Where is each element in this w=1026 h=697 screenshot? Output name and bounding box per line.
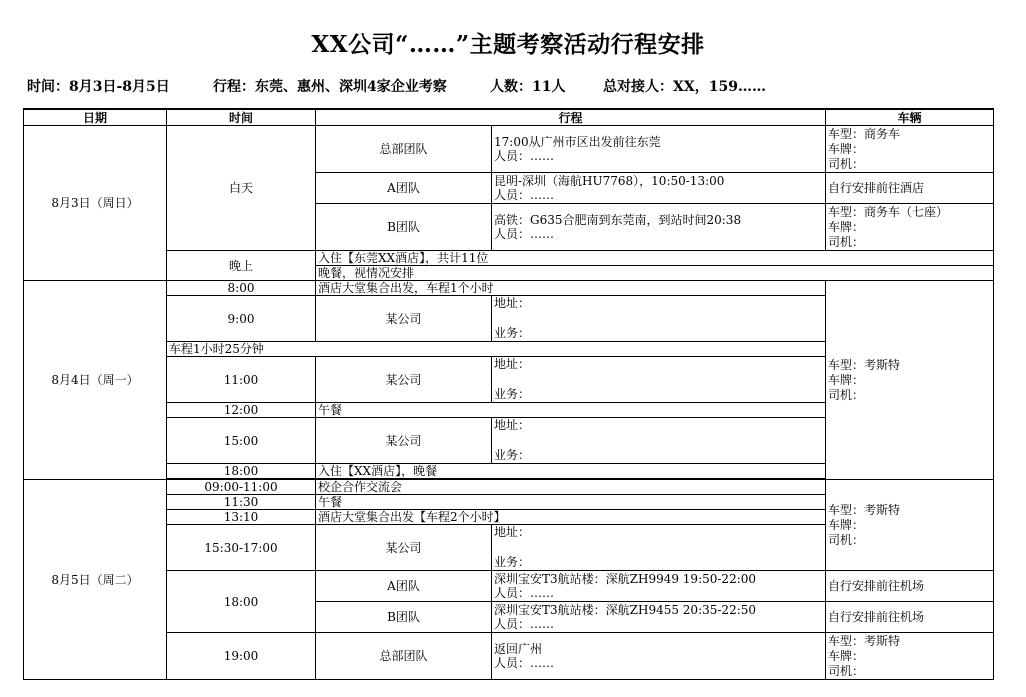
day1-b-team: B团队 (316, 204, 492, 251)
vehicle-driver: 司机： (828, 532, 865, 547)
day1-b-line1: 高铁：G635合肥南到东莞南，到站时间20:38 (494, 213, 742, 227)
header-itinerary: 行程 (316, 109, 826, 126)
day2-time-6: 18:00 (167, 464, 316, 479)
table-row (24, 126, 994, 173)
day3-route-3: 酒店大堂集合出发【车程2个小时】 (316, 510, 826, 525)
business-label: 业务： (494, 326, 531, 340)
address-label: 地址： (494, 418, 531, 432)
day2-visit-3 (492, 357, 826, 403)
vehicle-driver: 司机： (828, 387, 865, 402)
day2-company-5: 某公司 (316, 418, 492, 464)
address-label: 地址： (494, 525, 531, 539)
vehicle-plate: 车牌： (828, 372, 865, 387)
info-route: 行程：东莞、惠州、深圳4家企业考察 (213, 79, 447, 95)
day3-time-6: 19:00 (167, 633, 316, 680)
day1-a-team: A团队 (316, 173, 492, 204)
info-count: 人数：11人 (490, 79, 566, 95)
day2-time-3: 11:00 (167, 357, 316, 403)
day1-date: 8月3日（周日） (24, 126, 167, 281)
day3-hq-line2: 人员：…… (494, 656, 555, 670)
day3-vehicle-a: 自行安排前往机场 (826, 571, 994, 602)
table-header-row (24, 109, 994, 126)
table-row (24, 281, 994, 296)
day3-time-4: 15:30-17:00 (167, 525, 316, 571)
day3-b-detail (492, 602, 826, 633)
table-row (24, 480, 994, 495)
vehicle-plate: 车牌： (828, 141, 865, 156)
day2-time-1: 8:00 (167, 281, 316, 296)
table-row (24, 251, 994, 266)
day3-route-1: 校企合作交流会 (316, 480, 826, 495)
day3-a-team: A团队 (316, 571, 492, 602)
day3-company-4: 某公司 (316, 525, 492, 571)
business-label: 业务： (494, 448, 531, 462)
vehicle-type: 车型：商务车（七座） (828, 204, 949, 219)
day2-route-6: 入住【XX酒店】，晚餐 (316, 464, 826, 479)
day1-a-line1: 昆明-深圳（海航HU7768），10:50-13:00 (494, 174, 725, 188)
vehicle-type: 车型：考斯特 (828, 357, 901, 372)
day1-a-detail (492, 173, 826, 204)
day1-vehicle-hq (826, 126, 994, 173)
day1-hq-detail (492, 126, 826, 173)
day3-hq-line1: 返回广州 (494, 642, 543, 656)
info-time: 时间：8月3日-8月5日 (27, 79, 170, 95)
day3-route-2: 午餐 (316, 495, 826, 510)
day2-vehicle (826, 281, 994, 480)
day2-route-4: 午餐 (316, 403, 826, 418)
address-label: 地址： (494, 357, 531, 371)
day1-eve-checkin: 入住【东莞XX酒店】，共计11位 (316, 251, 994, 266)
day2-date: 8月4日（周一） (24, 281, 167, 480)
day3-a-detail (492, 571, 826, 602)
day1-hq-line2: 人员：…… (494, 149, 555, 163)
day2-time-4: 12:00 (167, 403, 316, 418)
day3-time-5: 18:00 (167, 571, 316, 633)
day2-company-2: 某公司 (316, 296, 492, 342)
day2-visit-2 (492, 296, 826, 342)
info-bar (0, 76, 1026, 98)
vehicle-type: 车型：考斯特 (828, 633, 901, 648)
day1-daytime: 白天 (167, 126, 316, 251)
table-row (24, 571, 994, 602)
day2-time-5: 15:00 (167, 418, 316, 464)
page-title: XX公司“……”主题考察活动行程安排 (311, 31, 705, 58)
vehicle-type: 车型：考斯特 (828, 502, 901, 517)
day1-evening: 晚上 (167, 251, 316, 281)
day1-vehicle-a: 自行安排前往酒店 (826, 173, 994, 204)
business-label: 业务： (494, 387, 531, 401)
day3-vehicle-b: 自行安排前往机场 (826, 602, 994, 633)
day3-hq-team: 总部团队 (316, 633, 492, 680)
vehicle-plate: 车牌： (828, 648, 865, 663)
day1-b-line2: 人员：…… (494, 227, 555, 241)
day2-company-3: 某公司 (316, 357, 492, 403)
day3-b-line2: 人员：…… (494, 617, 555, 631)
day1-eve-dinner: 晚餐，视情况安排 (316, 266, 994, 281)
day3-b-team: B团队 (316, 602, 492, 633)
day1-hq-team: 总部团队 (316, 126, 492, 173)
day3-vehicle-main (826, 480, 994, 571)
vehicle-driver: 司机： (828, 156, 865, 171)
vehicle-driver: 司机： (828, 663, 865, 678)
day3-b-line1: 深圳宝安T3航站楼：深航ZH9455 20:35-22:50 (494, 603, 757, 617)
header-date: 日期 (24, 109, 167, 126)
vehicle-driver: 司机： (828, 234, 865, 249)
day2-route-1: 酒店大堂集合出发，车程1个小时 (316, 281, 826, 296)
day2-transit: 车程1小时25分钟 (167, 342, 826, 357)
day3-date: 8月5日（周二） (24, 480, 167, 680)
day3-a-line1: 深圳宝安T3航站楼：深航ZH9949 19:50-22:00 (494, 572, 757, 586)
vehicle-plate: 车牌： (828, 219, 865, 234)
day2-time-2: 9:00 (167, 296, 316, 342)
day3-time-3: 13:10 (167, 510, 316, 525)
header-vehicle: 车辆 (826, 109, 994, 126)
header-time: 时间 (167, 109, 316, 126)
day3-time-1: 09:00-11:00 (167, 480, 316, 495)
business-label: 业务： (494, 555, 531, 569)
day3-hq-detail (492, 633, 826, 680)
day1-vehicle-b (826, 204, 994, 251)
day3-time-2: 11:30 (167, 495, 316, 510)
day3-a-line2: 人员：…… (494, 586, 555, 600)
day1-hq-line1: 17:00从广州市区出发前往东莞 (494, 135, 661, 149)
info-contact: 总对接人：XX，159…… (603, 79, 766, 95)
day1-b-detail (492, 204, 826, 251)
day3-visit-4 (492, 525, 826, 571)
address-label: 地址： (494, 296, 531, 310)
vehicle-plate: 车牌： (828, 517, 865, 532)
schedule-table (23, 108, 994, 680)
day1-a-line2: 人员：…… (494, 188, 555, 202)
table-row (24, 633, 994, 680)
vehicle-type: 车型：商务车 (828, 126, 901, 141)
day2-visit-5 (492, 418, 826, 464)
day3-vehicle-hq (826, 633, 994, 680)
